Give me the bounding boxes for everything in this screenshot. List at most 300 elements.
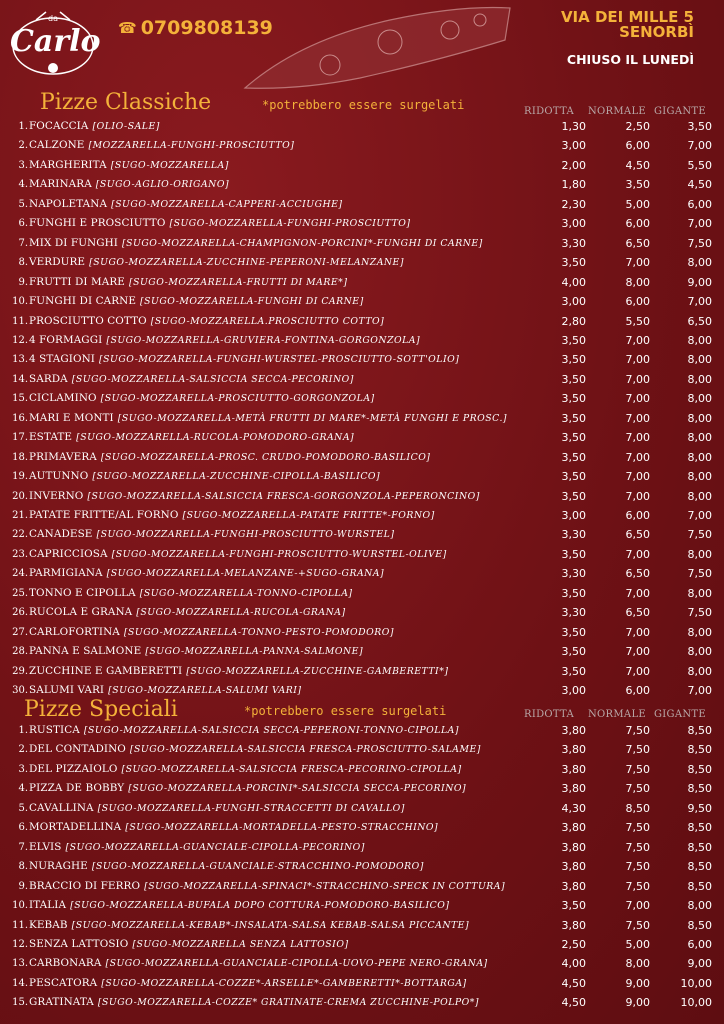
item-number: 1. [18,725,28,736]
price-normale: 7,50 [625,724,650,737]
price-ridotta: 3,50 [561,392,586,406]
item-name [29,838,365,857]
section-title-classiche: Pizze Classiche [40,90,212,115]
menu-item [0,857,724,876]
item-ingredients: [SUGO-MOZZARELLA-CHAMPIGNON-PORCINI*-FUNGHI DI CARNE] [122,237,483,249]
price-gigante: 8,50 [687,918,712,932]
price-ridotta: 3,50 [561,625,586,639]
menu-item [0,117,724,136]
menu-item [0,642,724,661]
item-title: DEL CONTADINO [29,743,126,756]
item-number: 15. [12,393,28,405]
item-name [29,740,481,759]
item-title: BRACCIO DI FERRO [29,879,141,892]
item-name [29,214,411,233]
item-name [29,487,480,506]
price-ridotta: 3,30 [561,606,586,620]
menu-item [0,292,724,311]
item-name [29,506,435,525]
menu-item [0,175,724,194]
price-gigante: 8,00 [687,664,712,678]
item-title: NAPOLETANA [29,197,108,210]
item-ingredients: [SUGO-MOZZARELLA-ZUCCHINE-PEPERONI-MELANZANE] [89,257,404,269]
item-number: 4. [18,783,28,795]
item-number: 14. [12,373,28,385]
price-normale: 7,00 [625,392,650,406]
price-normale: 7,00 [625,899,650,913]
item-ingredients: [SUGO-MOZZARELLA-GUANCIALE-STRACCHINO-POMODORO] [91,861,424,873]
item-name [29,916,469,935]
price-ridotta: 1,80 [561,178,586,192]
section-note-speciali: *potrebbero essere surgelati [244,704,447,718]
item-number: 4. [18,179,28,191]
price-ridotta: 3,80 [561,724,586,737]
item-name [29,642,363,661]
menu-item [0,370,724,389]
menu-item [0,564,724,583]
item-title: CANADESE [29,528,93,541]
phone-text: 0709808139 [140,17,273,39]
item-ingredients: [SUGO-MOZZARELLA-MORTADELLA-PESTO-STRACCHINO] [125,822,439,834]
price-ridotta: 3,80 [561,782,586,796]
item-ingredients: [SUGO-MOZZARELLA-RUCOLA-GRANA] [136,607,346,619]
item-title: CARBONARA [29,957,102,970]
price-gigante: 8,00 [687,450,712,464]
item-ingredients: [SUGO-MOZZARELLA-GUANCIALE-CIPOLLA-PECORINO] [65,841,365,853]
menu-item [0,234,724,253]
menu-item [0,799,724,818]
item-title: DEL PIZZAIOLO [29,762,118,775]
price-ridotta: 4,30 [561,801,586,815]
item-name [29,564,384,583]
item-number: 7. [18,841,28,853]
item-number: 25. [12,587,28,599]
price-ridotta: 3,50 [561,645,586,659]
price-ridotta: 3,80 [561,821,586,835]
price-gigante: 4,50 [687,178,712,192]
price-normale: 7,00 [625,353,650,367]
header-ridotta: RIDOTTA [524,709,574,720]
item-ingredients: [SUGO-MOZZARELLA-FUNGHI DI CARNE] [140,296,364,308]
price-normale: 7,00 [625,664,650,678]
item-number: 8. [18,257,28,269]
price-normale: 7,50 [625,762,650,776]
item-title: SARDA [29,372,68,385]
item-number: 6. [18,218,28,230]
price-gigante: 8,00 [687,547,712,561]
price-gigante: 7,00 [687,509,712,522]
price-normale: 2,50 [625,120,650,133]
item-name [29,721,459,740]
price-ridotta: 2,00 [561,158,586,172]
menu-item [0,389,724,408]
item-title: AUTUNNO [29,470,89,483]
item-title: CAVALLINA [29,801,94,814]
item-number: 21. [12,510,28,521]
price-ridotta: 3,00 [561,217,586,231]
item-number: 12. [12,938,28,950]
price-ridotta: 2,30 [561,197,586,211]
item-ingredients: [SUGO-MOZZARELLA-SALSICCIA FRESCA-PECORINO-CIPOLLA] [121,763,462,775]
price-normale: 7,50 [625,879,650,893]
price-gigante: 10,00 [680,996,712,1010]
item-name [29,896,450,915]
item-ingredients: [SUGO-MOZZARELLA-SALSICCIA SECCA-PEPERONI-TONNO-CIPOLLA] [83,725,459,736]
item-ingredients: [SUGO-MOZZARELLA-PANNA-SALMONE] [145,646,364,658]
address-line2: SENORBÌ [619,23,694,41]
item-number: 13. [12,958,28,970]
menu-item [0,779,724,798]
price-ridotta: 3,80 [561,762,586,776]
item-name [29,877,505,896]
logo [6,8,100,78]
price-gigante: 8,00 [687,645,712,659]
item-ingredients: [SUGO-MOZZARELLA-FUNGHI-STRACCETTI DI CAVALLO] [97,802,405,814]
price-normale: 7,00 [625,489,650,503]
item-title: CALZONE [29,139,85,152]
item-name [29,292,364,311]
price-ridotta: 2,50 [561,937,586,951]
price-gigante: 8,00 [687,353,712,367]
item-name [29,584,353,603]
price-ridotta: 3,50 [561,411,586,425]
price-gigante: 7,00 [687,295,712,309]
item-ingredients: [SUGO-MOZZARELLA-FRUTTI DI MARE*] [128,276,348,288]
price-normale: 7,00 [625,547,650,561]
price-ridotta: 2,80 [561,314,586,328]
price-gigante: 7,50 [687,236,712,250]
price-gigante: 8,50 [687,724,712,737]
item-name [29,545,447,564]
price-gigante: 8,00 [687,489,712,503]
item-title: MARGHERITA [29,158,107,171]
price-ridotta: 4,00 [561,957,586,971]
menu-item [0,156,724,175]
item-ingredients: [SUGO-MOZZARELLA-FUNGHI-PROSCIUTTO-WURSTEL] [96,529,395,541]
price-normale: 6,50 [625,528,650,542]
price-normale: 7,50 [625,743,650,757]
item-title: VERDURE [29,256,86,269]
item-name [29,857,424,876]
price-ridotta: 3,50 [561,333,586,347]
logo-text: Carlo [10,24,101,59]
price-ridotta: 3,00 [561,295,586,309]
price-gigante: 7,00 [687,217,712,231]
item-ingredients: [SUGO-MOZZARELLA-METÀ FRUTTI DI MARE*-METÀ FUNGHI E PROSC.] [117,412,508,424]
price-normale: 6,50 [625,236,650,250]
telephone-icon: ☎ [118,19,137,37]
header-ridotta: RIDOTTA [524,106,574,117]
item-ingredients: [SUGO-MOZZARELLA-ZUCCHINE-CIPOLLA-BASILICO] [92,471,381,483]
price-normale: 9,00 [625,976,650,990]
menu-item [0,448,724,467]
item-title: PANNA E SALMONE [29,645,142,658]
menu-item [0,136,724,155]
item-number: 7. [18,237,28,249]
item-number: 3. [18,159,28,171]
item-title: MIX DI FUNGHI [29,236,119,249]
price-gigante: 8,00 [687,372,712,386]
price-ridotta: 4,50 [561,976,586,990]
price-gigante: 6,00 [687,197,712,211]
item-title: CICLAMINO [29,392,97,405]
item-ingredients: [SUGO-MOZZARELLA-PROSC. CRUDO-POMODORO-BASILICO] [100,451,431,463]
price-normale: 7,50 [625,860,650,874]
section-title-speciali: Pizze Speciali [24,697,178,722]
price-normale: 5,50 [625,314,650,328]
item-number: 9. [18,880,28,892]
price-gigante: 8,50 [687,762,712,776]
item-name [29,156,229,175]
menu-item [0,818,724,837]
menu-item [0,506,724,525]
price-gigante: 7,50 [687,528,712,542]
menu-item [0,331,724,350]
menu-item [0,525,724,544]
item-name [29,312,384,331]
price-gigante: 8,00 [687,392,712,406]
item-name [29,389,375,408]
item-number: 18. [12,451,28,463]
item-ingredients: [SUGO-MOZZARELLA-GRUVIERA-FONTINA-GORGONZOLA] [106,334,421,346]
pizza-slice-illustration [240,0,520,95]
price-gigante: 8,50 [687,860,712,874]
price-ridotta: 3,80 [561,918,586,932]
item-name [29,409,507,428]
item-name [29,273,347,292]
price-normale: 7,00 [625,625,650,639]
item-title: MORTADELLINA [29,821,122,834]
item-name [29,623,394,642]
item-title: ELVIS [29,840,62,853]
item-title: 4 STAGIONI [29,353,96,366]
menu-item [0,974,724,993]
item-title: MARI E MONTI [29,411,114,424]
price-gigante: 7,00 [687,684,712,698]
price-normale: 9,00 [625,996,650,1010]
item-title: PRIMAVERA [29,450,97,463]
header-gigante: GIGANTE [654,709,706,720]
price-gigante: 8,50 [687,879,712,893]
price-ridotta: 3,80 [561,743,586,757]
item-title: KEBAB [29,918,68,931]
item-ingredients: [SUGO-MOZZARELLA-SALSICCIA SECCA-PECORINO] [71,373,354,385]
menu-item [0,409,724,428]
price-normale: 7,50 [625,840,650,854]
price-ridotta: 3,50 [561,470,586,484]
item-name [29,993,479,1012]
item-number: 20. [12,490,28,502]
item-title: PROSCIUTTO COTTO [29,314,147,327]
price-gigante: 9,00 [687,275,712,289]
section-note-classiche: *potrebbero essere surgelati [262,98,465,112]
price-ridotta: 3,50 [561,431,586,445]
item-title: PESCATORA [29,976,98,989]
item-title: GRATINATA [29,996,94,1009]
price-gigante: 8,00 [687,256,712,270]
price-gigante: 5,50 [687,158,712,172]
item-ingredients: [OLIO-SALE] [92,121,160,132]
menu-item [0,760,724,779]
price-normale: 7,50 [625,821,650,835]
item-name [29,467,380,486]
menu-item [0,545,724,564]
menu-item [0,623,724,642]
menu-item [0,916,724,935]
price-ridotta: 3,50 [561,547,586,561]
item-number: 19. [12,471,28,483]
item-number: 17. [12,432,28,444]
item-title: ITALIA [29,899,67,912]
item-title: FOCACCIA [29,120,89,132]
item-number: 10. [12,296,28,308]
price-normale: 7,50 [625,782,650,796]
item-number: 14. [12,977,28,989]
item-name [29,954,488,973]
item-ingredients: [SUGO-MOZZARELLA-FUNGHI-WURSTEL-PROSCIUTTO-SOTT'OLIO] [99,354,460,366]
item-ingredients: [SUGO-MOZZARELLA-ZUCCHINE-GAMBERETTI*] [186,665,449,677]
item-title: ESTATE [29,431,73,444]
item-ingredients: [SUGO-MOZZARELLA] [110,159,229,171]
item-number: 10. [12,900,28,912]
menu-item [0,721,724,740]
address [561,10,694,40]
price-normale: 5,00 [625,937,650,951]
menu-item [0,993,724,1012]
item-name [29,448,430,467]
item-title: RUCOLA E GRANA [29,606,133,619]
item-number: 12. [12,334,28,346]
price-gigante: 8,00 [687,411,712,425]
item-title: PARMIGIANA [29,567,103,580]
price-gigante: 8,00 [687,470,712,484]
price-ridotta: 3,50 [561,586,586,600]
item-name [29,818,438,837]
price-ridotta: 3,50 [561,489,586,503]
price-ridotta: 3,00 [561,509,586,522]
menu-item [0,467,724,486]
item-title: SALUMI VARI [29,684,105,697]
price-gigante: 10,00 [680,976,712,990]
item-number: 27. [12,626,28,638]
item-title: PIZZA DE BOBBY [29,782,125,795]
price-ridotta: 3,50 [561,899,586,913]
menu-item [0,954,724,973]
item-ingredients: [SUGO-MOZZARELLA-SPINACI*-STRACCHINO-SPECK IN COTTURA] [144,880,506,892]
item-ingredients: [MOZZARELLA-FUNGHI-PROSCIUTTO] [88,140,295,152]
item-name [29,779,466,798]
item-title: FUNGHI DI CARNE [29,295,137,308]
price-normale: 8,00 [625,957,650,971]
item-title: MARINARA [29,178,92,191]
item-number: 28. [12,646,28,658]
menu-item [0,214,724,233]
price-normale: 7,00 [625,372,650,386]
item-name [29,935,349,954]
price-normale: 6,50 [625,606,650,620]
item-title: TONNO E CIPOLLA [29,586,136,599]
item-ingredients: [SUGO-MOZZARELLA-FUNGHI-PROSCIUTTO] [169,218,411,230]
item-ingredients: [SUGO-MOZZARELLA-RUCOLA-POMODORO-GRANA] [76,432,355,444]
header-gigante: GIGANTE [654,106,706,117]
price-normale: 6,00 [625,295,650,309]
item-ingredients: [SUGO-MOZZARELLA.PROSCIUTTO COTTO] [150,315,385,327]
item-ingredients: [SUGO-MOZZARELLA-PORCINI*-SALSICCIA SECCA-PECORINO] [128,783,467,795]
menu-item [0,740,724,759]
address-line1: VIA DEI MILLE 5 [560,8,694,26]
price-normale: 6,00 [625,217,650,231]
price-ridotta: 3,50 [561,372,586,386]
menu-item [0,487,724,506]
item-name [29,760,462,779]
item-name [29,603,346,622]
item-title: INVERNO [29,489,84,502]
item-title: 4 FORMAGGI [29,333,103,346]
price-normale: 7,00 [625,256,650,270]
item-name [29,799,405,818]
price-normale: 7,00 [625,431,650,445]
item-number: 26. [12,607,28,619]
item-number: 9. [18,276,28,288]
item-number: 3. [18,763,28,775]
item-ingredients: [SUGO-MOZZARELLA-TONNO-CIPOLLA] [139,587,353,599]
price-gigante: 6,00 [687,937,712,951]
item-name [29,136,294,155]
menu-item [0,877,724,896]
item-ingredients: [SUGO-MOZZARELLA-PROSCIUTTO-GORGONZOLA] [100,393,375,405]
price-normale: 8,00 [625,275,650,289]
price-ridotta: 3,00 [561,684,586,698]
item-title: CARLOFORTINA [29,625,120,638]
item-ingredients: [SUGO-MOZZARELLA-SALSICCIA FRESCA-PROSCIUTTO-SALAME] [129,744,481,756]
price-gigante: 7,00 [687,139,712,153]
price-gigante: 8,50 [687,821,712,835]
logo-small-text: da [48,14,58,23]
item-name [29,428,354,447]
menu-item [0,584,724,603]
item-ingredients: [SUGO-MOZZARELLA-SALUMI VARI] [108,685,302,697]
item-name [29,195,343,214]
price-gigante: 8,50 [687,840,712,854]
price-ridotta: 3,30 [561,236,586,250]
menu-item [0,662,724,681]
item-number: 8. [18,861,28,873]
price-normale: 7,00 [625,645,650,659]
price-ridotta: 3,50 [561,256,586,270]
menu-item [0,195,724,214]
price-gigante: 8,00 [687,586,712,600]
item-number: 22. [12,529,28,541]
item-name [29,974,467,993]
price-ridotta: 3,50 [561,664,586,678]
item-title: CAPRICCIOSA [29,547,108,560]
item-name [29,331,420,350]
item-name [29,253,404,272]
item-name [29,370,354,389]
item-title: FRUTTI DI MARE [29,275,125,288]
item-ingredients: [SUGO-MOZZARELLA-KEBAB*-INSALATA-SALSA KEBAB-SALSA PICCANTE] [71,919,470,931]
price-ridotta: 3,80 [561,879,586,893]
item-number: 29. [12,665,28,677]
menu-item [0,273,724,292]
price-gigante: 3,50 [687,120,712,133]
item-number: 30. [12,685,28,697]
price-normale: 8,50 [625,801,650,815]
price-normale: 5,00 [625,197,650,211]
item-ingredients: [SUGO-MOZZARELLA-COZZE* GRATINATE-CREMA ZUCCHINE-POLPO*] [97,997,480,1009]
item-number: 11. [12,919,28,931]
price-ridotta: 3,80 [561,860,586,874]
